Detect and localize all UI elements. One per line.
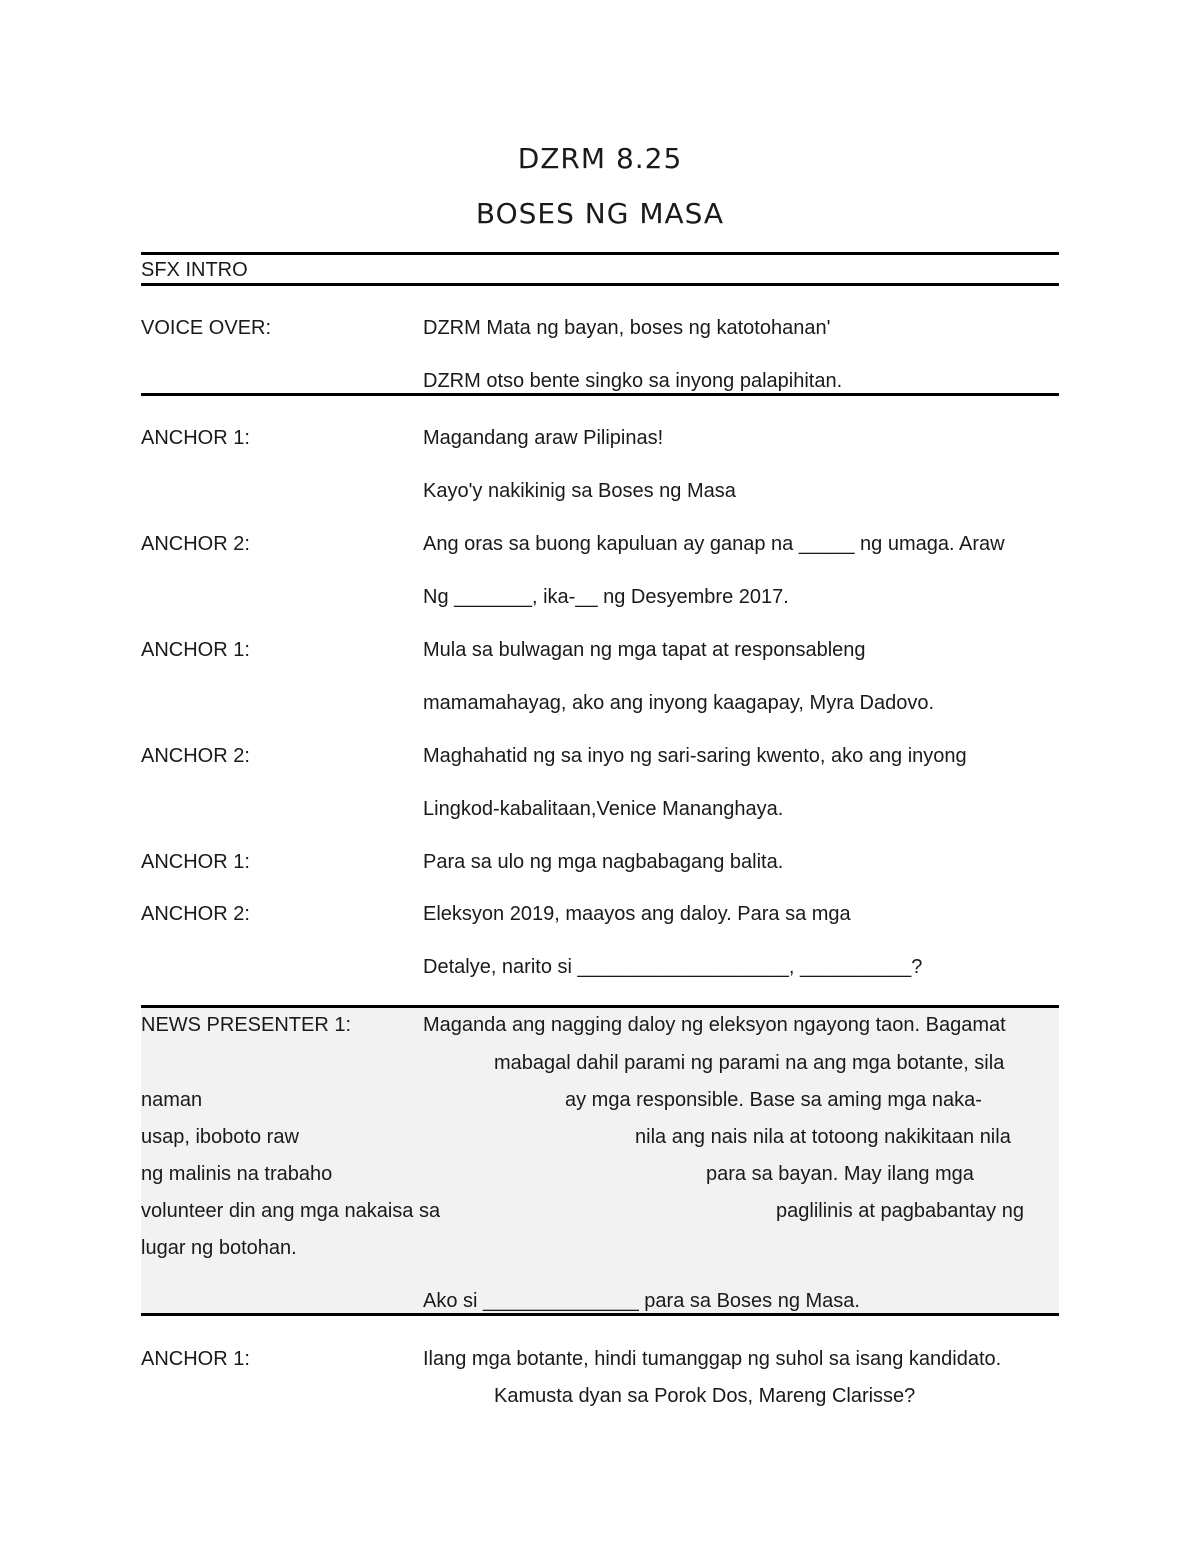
script-line: paglilinis at pagbabantay ng bbox=[776, 1200, 1024, 1222]
script-line: Maghahatid ng sa inyo ng sari-saring kwento, ako ang inyong bbox=[423, 745, 967, 767]
script-line: Ako si ______________ para sa Boses ng Masa. bbox=[423, 1290, 860, 1312]
script-line: Ang oras sa buong kapuluan ay ganap na _____ ng umaga. Araw bbox=[423, 533, 1005, 555]
divider bbox=[141, 1313, 1059, 1316]
speaker-label: ANCHOR 1: bbox=[141, 1348, 250, 1370]
divider bbox=[141, 1005, 1059, 1008]
script-line: volunteer din ang mga nakaisa sa bbox=[141, 1200, 441, 1222]
script-line: naman bbox=[141, 1089, 203, 1111]
script-line: Kamusta dyan sa Porok Dos, Mareng Clarisse? bbox=[494, 1385, 916, 1407]
script-line: Ng _______, ika-__ ng Desyembre 2017. bbox=[423, 586, 789, 608]
script-line: nila ang nais nila at totoong nakikitaan nila bbox=[635, 1126, 1011, 1148]
script-line: Eleksyon 2019, maayos ang daloy. Para sa mga bbox=[423, 903, 851, 925]
script-line: DZRM otso bente singko sa inyong palapihitan. bbox=[423, 370, 843, 392]
script-line: mabagal dahil parami ng parami na ang mga botante, sila bbox=[494, 1052, 1005, 1074]
script-line: Detalye, narito si ___________________, __________? bbox=[423, 956, 923, 978]
page-title: DZRM 8.25 bbox=[517, 142, 683, 175]
script-line: Ilang mga botante, hindi tumanggap ng suhol sa isang kandidato. bbox=[423, 1348, 1002, 1370]
sfx-cue: SFX INTRO bbox=[141, 259, 248, 281]
speaker-label: ANCHOR 2: bbox=[141, 903, 250, 925]
speaker-label: ANCHOR 2: bbox=[141, 533, 250, 555]
script-line: DZRM Mata ng bayan, boses ng katotohanan' bbox=[423, 317, 831, 339]
speaker-label: ANCHOR 1: bbox=[141, 427, 250, 449]
script-line: ng malinis na trabaho bbox=[141, 1163, 333, 1185]
script-line: Maganda ang nagging daloy ng eleksyon ngayong taon. Bagamat bbox=[423, 1014, 1006, 1036]
speaker-label: ANCHOR 1: bbox=[141, 851, 250, 873]
divider bbox=[141, 393, 1059, 396]
script-line: lugar ng botohan. bbox=[141, 1237, 297, 1259]
speaker-label: ANCHOR 2: bbox=[141, 745, 250, 767]
script-line: mamamahayag, ako ang inyong kaagapay, Myra Dadovo. bbox=[423, 692, 935, 714]
script-line: Lingkod-kabalitaan,Venice Mananghaya. bbox=[423, 798, 784, 820]
page-subtitle: BOSES NG MASA bbox=[475, 197, 725, 230]
divider bbox=[141, 252, 1059, 255]
script-line: para sa bayan. May ilang mga bbox=[706, 1163, 974, 1185]
speaker-label: ANCHOR 1: bbox=[141, 639, 250, 661]
script-line: usap, iboboto raw bbox=[141, 1126, 299, 1148]
speaker-label: NEWS PRESENTER 1: bbox=[141, 1014, 352, 1036]
script-line: Magandang araw Pilipinas! bbox=[423, 427, 664, 449]
script-line: Kayo'y nakikinig sa Boses ng Masa bbox=[423, 480, 736, 502]
divider bbox=[141, 283, 1059, 286]
script-line: ay mga responsible. Base sa aming mga naka- bbox=[565, 1089, 982, 1111]
script-line: Para sa ulo ng mga nagbabagang balita. bbox=[423, 851, 784, 873]
script-line: Mula sa bulwagan ng mga tapat at responsableng bbox=[423, 639, 866, 661]
speaker-label: VOICE OVER: bbox=[141, 317, 272, 339]
